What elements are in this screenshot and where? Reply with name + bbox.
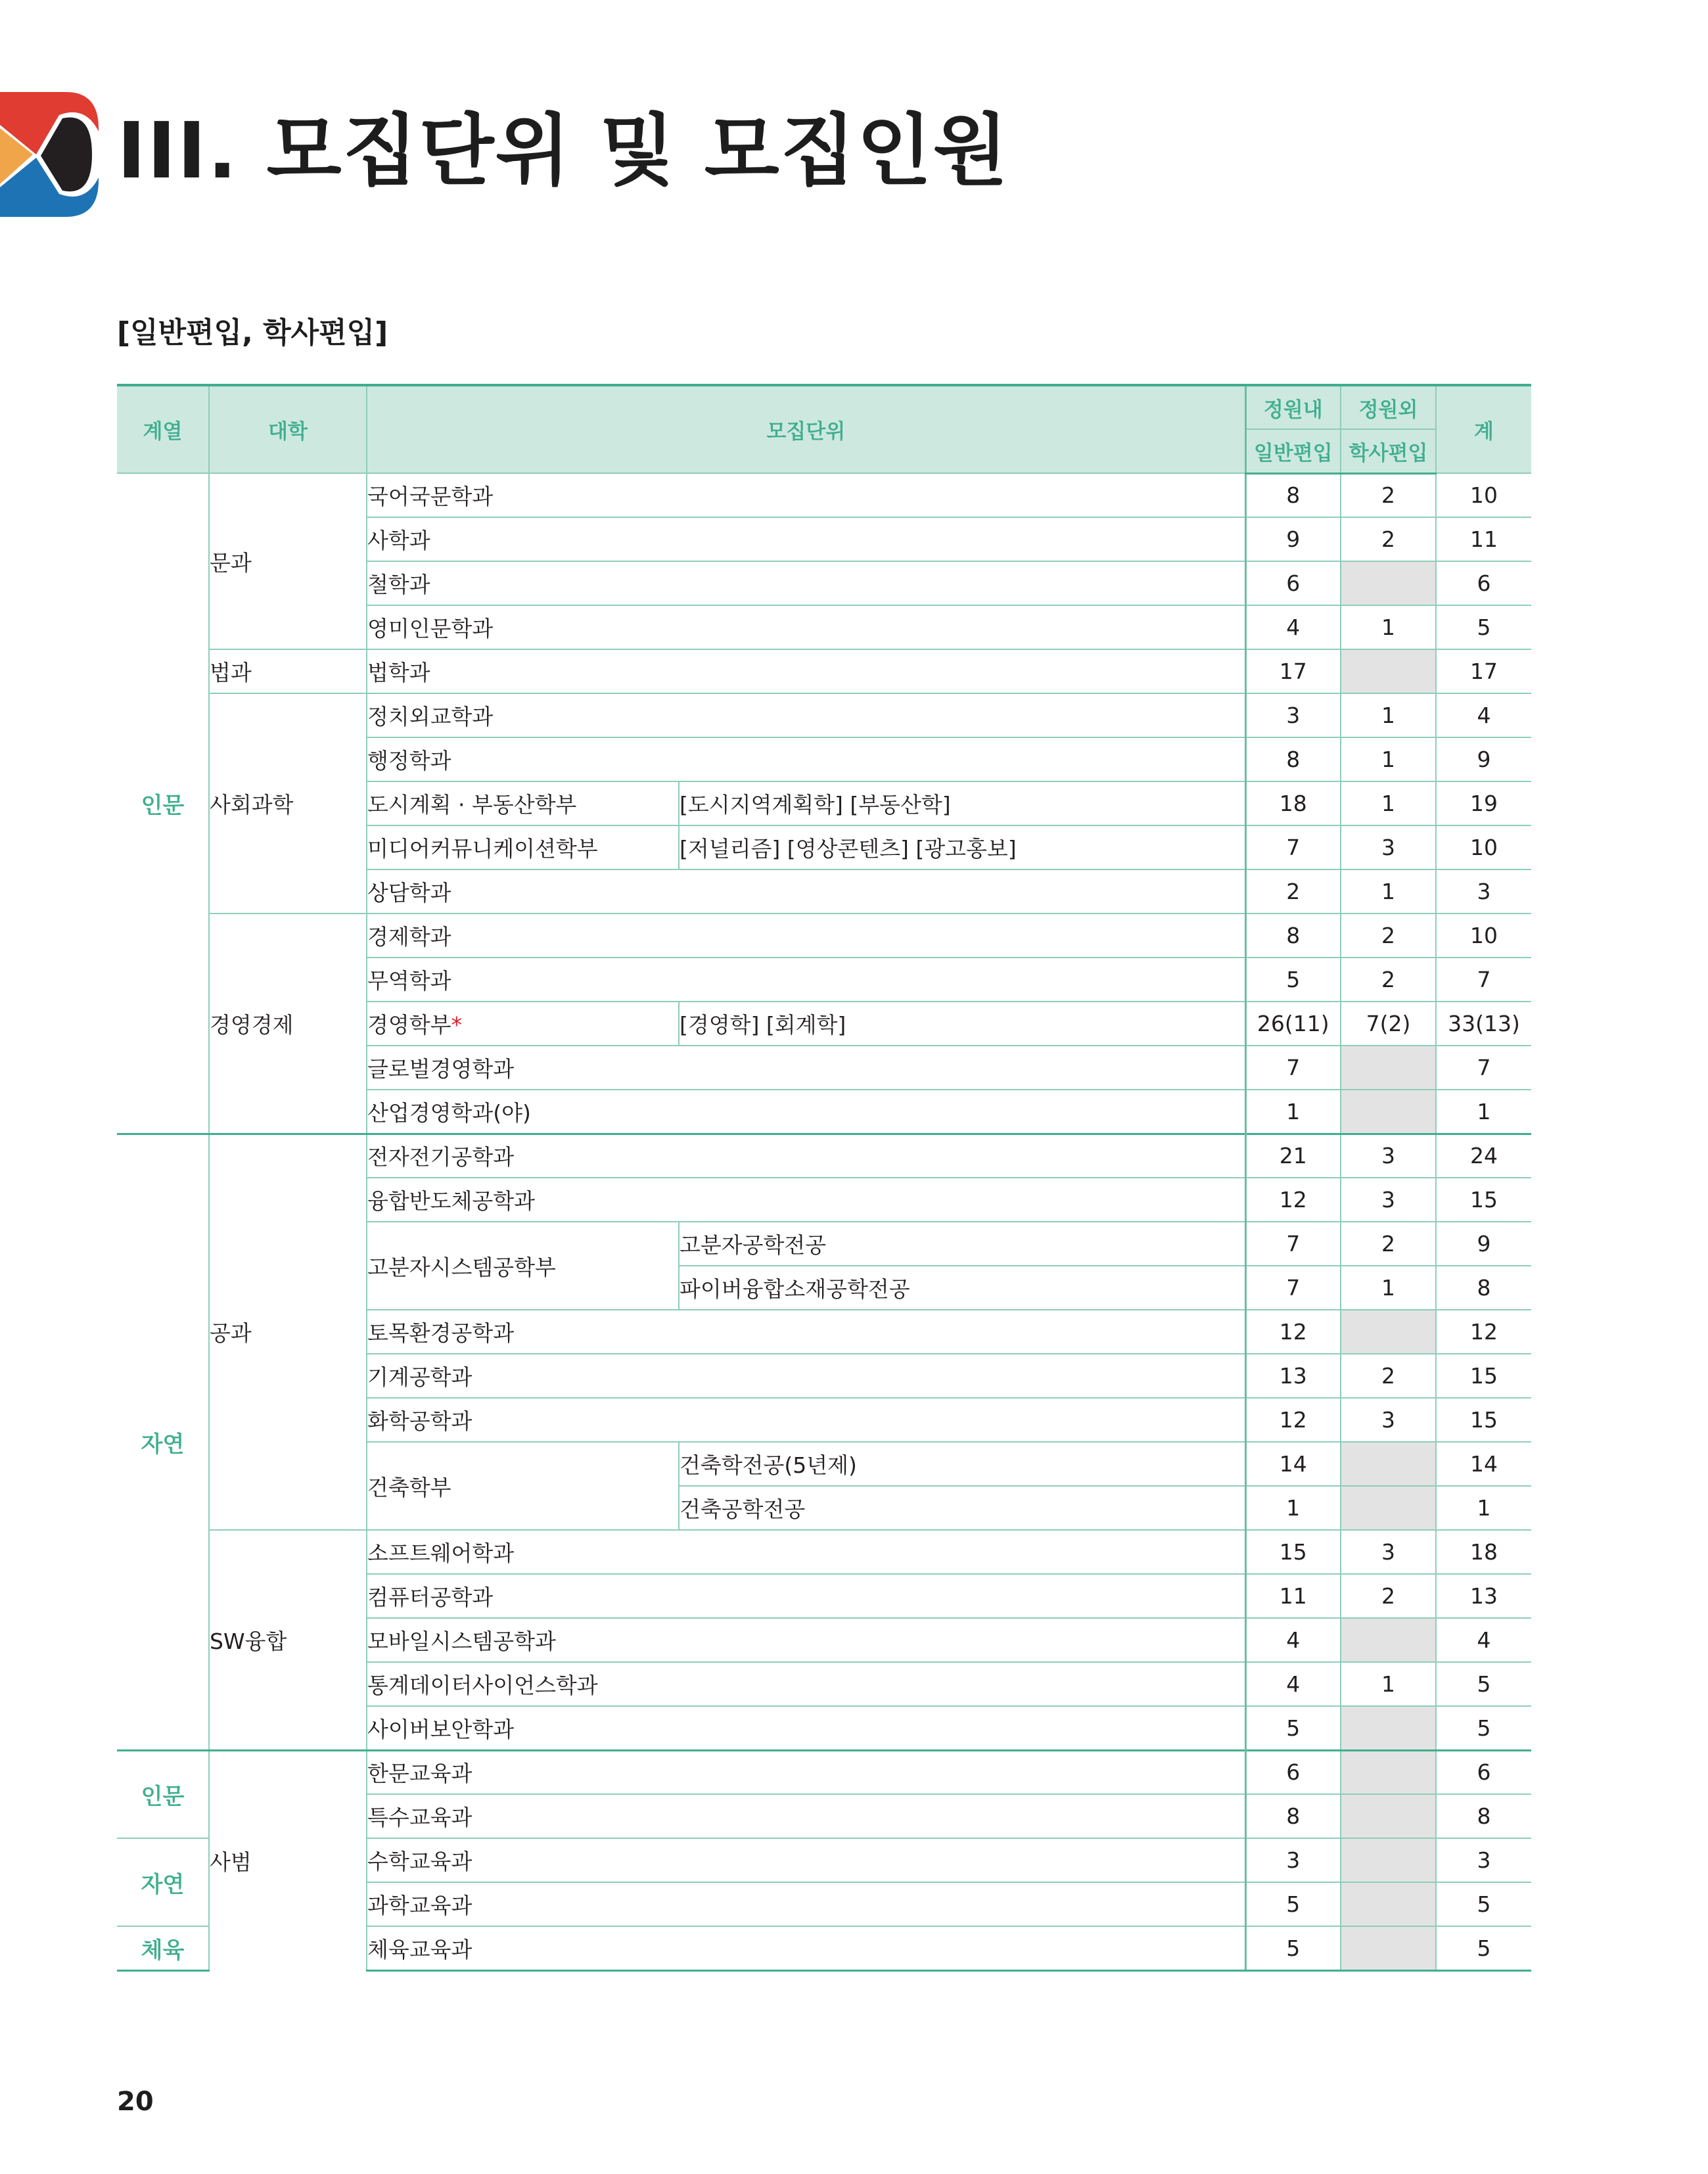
bachelor-count-empty — [1341, 1794, 1436, 1838]
header-outer-quota: 정원외 — [1341, 385, 1436, 429]
bachelor-count: 1 — [1341, 693, 1436, 737]
total-count: 11 — [1436, 517, 1531, 561]
total-count: 10 — [1436, 825, 1531, 869]
header-college: 대학 — [209, 385, 367, 473]
college-cell: 경영경제 — [209, 914, 367, 1134]
dept-cell: 철학과 — [367, 561, 1245, 605]
dept-cell: 행정학과 — [367, 737, 1245, 781]
dept-cell: 영미인문학과 — [367, 605, 1245, 649]
sub-unit-cell: 파이버융합소재공학전공 — [679, 1266, 1245, 1310]
general-count: 26(11) — [1245, 1002, 1341, 1046]
total-count: 5 — [1436, 1882, 1531, 1926]
dept-cell: 미디어커뮤니케이션학부 — [367, 825, 679, 869]
bachelor-count-empty — [1341, 561, 1436, 605]
bachelor-count: 1 — [1341, 737, 1436, 781]
dept-cell: 건축학부 — [367, 1442, 679, 1530]
dept-cell: 컴퓨터공학과 — [367, 1574, 1245, 1618]
total-count: 14 — [1436, 1442, 1531, 1486]
total-count: 24 — [1436, 1134, 1531, 1178]
dept-cell: 수학교육과 — [367, 1838, 1245, 1882]
general-count: 3 — [1245, 693, 1341, 737]
general-count: 8 — [1245, 914, 1341, 958]
total-count: 15 — [1436, 1178, 1531, 1222]
table-row — [117, 1134, 1531, 1178]
general-count: 21 — [1245, 1134, 1341, 1178]
sub-unit-cell: 고분자공학전공 — [679, 1222, 1245, 1266]
header-inner-quota: 정원내 — [1245, 385, 1341, 429]
general-count: 8 — [1245, 473, 1341, 517]
general-count: 14 — [1245, 1442, 1341, 1486]
page-title: III. 모집단위 및 모집인원 — [117, 105, 1009, 196]
section-subtitle: [일반편입, 학사편입] — [117, 316, 388, 350]
total-count: 3 — [1436, 1838, 1531, 1882]
sub-unit-cell: [경영학] [회계학] — [679, 1002, 1245, 1046]
total-count: 9 — [1436, 1222, 1531, 1266]
bachelor-count: 3 — [1341, 1178, 1436, 1222]
bachelor-count: 3 — [1341, 1134, 1436, 1178]
total-count: 17 — [1436, 649, 1531, 693]
table-row — [117, 1530, 1531, 1574]
general-count: 6 — [1245, 1750, 1341, 1794]
bachelor-count-empty — [1341, 1706, 1436, 1750]
general-count: 5 — [1245, 958, 1341, 1002]
page-number: 20 — [117, 2087, 154, 2117]
general-count: 2 — [1245, 869, 1341, 914]
total-count: 6 — [1436, 561, 1531, 605]
college-cell: 사범 — [209, 1750, 367, 1970]
sub-unit-cell: 건축공학전공 — [679, 1486, 1245, 1530]
dept-cell — [367, 1002, 679, 1046]
bachelor-count: 1 — [1341, 869, 1436, 914]
total-count: 5 — [1436, 1926, 1531, 1970]
general-count: 12 — [1245, 1178, 1341, 1222]
series-cell: 인문 — [117, 473, 209, 1134]
sub-unit-cell: [저널리즘] [영상콘텐츠] [광고홍보] — [679, 825, 1245, 869]
total-count: 33(13) — [1436, 1002, 1531, 1046]
dept-cell: 소프트웨어학과 — [367, 1530, 1245, 1574]
general-count: 12 — [1245, 1398, 1341, 1442]
bachelor-count: 3 — [1341, 825, 1436, 869]
total-count: 3 — [1436, 869, 1531, 914]
total-count: 5 — [1436, 605, 1531, 649]
bachelor-count-empty — [1341, 1882, 1436, 1926]
general-count: 7 — [1245, 825, 1341, 869]
college-cell: SW융합 — [209, 1530, 367, 1750]
dept-cell: 체육교육과 — [367, 1926, 1245, 1970]
bachelor-count-empty — [1341, 1618, 1436, 1662]
bachelor-count-empty — [1341, 1046, 1436, 1090]
table-row — [117, 649, 1531, 693]
general-count: 1 — [1245, 1486, 1341, 1530]
bachelor-count-empty — [1341, 1926, 1436, 1970]
note-asterisk: * — [451, 1012, 463, 1038]
general-count: 1 — [1245, 1090, 1341, 1134]
sub-unit-cell: [도시지역계획학] [부동산학] — [679, 781, 1245, 825]
header-general-transfer: 일반편입 — [1245, 429, 1341, 473]
general-count: 7 — [1245, 1222, 1341, 1266]
college-cell: 공과 — [209, 1134, 367, 1530]
total-count: 8 — [1436, 1794, 1531, 1838]
general-count: 5 — [1245, 1926, 1341, 1970]
bachelor-count: 1 — [1341, 1662, 1436, 1706]
series-cell: 체육 — [117, 1926, 209, 1970]
bachelor-count-empty — [1341, 1838, 1436, 1882]
total-count: 13 — [1436, 1574, 1531, 1618]
dept-cell: 국어국문학과 — [367, 473, 1245, 517]
general-count: 8 — [1245, 1794, 1341, 1838]
general-count: 7 — [1245, 1266, 1341, 1310]
dept-cell: 글로벌경영학과 — [367, 1046, 1245, 1090]
bachelor-count: 2 — [1341, 517, 1436, 561]
bachelor-count: 2 — [1341, 1574, 1436, 1618]
bachelor-count: 1 — [1341, 605, 1436, 649]
total-count: 8 — [1436, 1266, 1531, 1310]
dept-cell: 무역학과 — [367, 958, 1245, 1002]
total-count: 7 — [1436, 1046, 1531, 1090]
total-count: 4 — [1436, 1618, 1531, 1662]
sub-unit-cell: 건축학전공(5년제) — [679, 1442, 1245, 1486]
header-bachelor-transfer: 학사편입 — [1341, 429, 1436, 473]
bachelor-count-empty — [1341, 1442, 1436, 1486]
total-count: 18 — [1436, 1530, 1531, 1574]
total-count: 15 — [1436, 1354, 1531, 1398]
university-logo — [0, 92, 99, 217]
dept-cell: 통계데이터사이언스학과 — [367, 1662, 1245, 1706]
table-row — [117, 693, 1531, 737]
bachelor-count-empty — [1341, 1310, 1436, 1354]
bachelor-count-empty — [1341, 1486, 1436, 1530]
dept-cell: 고분자시스템공학부 — [367, 1222, 679, 1310]
total-count: 1 — [1436, 1486, 1531, 1530]
general-count: 15 — [1245, 1530, 1341, 1574]
dept-cell: 과학교육과 — [367, 1882, 1245, 1926]
general-count: 18 — [1245, 781, 1341, 825]
general-count: 7 — [1245, 1046, 1341, 1090]
total-count: 15 — [1436, 1398, 1531, 1442]
dept-cell: 정치외교학과 — [367, 693, 1245, 737]
dept-cell: 토목환경공학과 — [367, 1310, 1245, 1354]
total-count: 7 — [1436, 958, 1531, 1002]
general-count: 4 — [1245, 1618, 1341, 1662]
dept-cell: 모바일시스템공학과 — [367, 1618, 1245, 1662]
total-count: 1 — [1436, 1090, 1531, 1134]
total-count: 10 — [1436, 473, 1531, 517]
bachelor-count: 2 — [1341, 914, 1436, 958]
total-count: 5 — [1436, 1662, 1531, 1706]
dept-cell: 산업경영학과(야) — [367, 1090, 1245, 1134]
general-count: 3 — [1245, 1838, 1341, 1882]
table-row — [117, 473, 1531, 517]
general-count: 5 — [1245, 1882, 1341, 1926]
total-count: 5 — [1436, 1706, 1531, 1750]
admission-quota-table — [117, 384, 1531, 1972]
general-count: 11 — [1245, 1574, 1341, 1618]
general-count: 4 — [1245, 1662, 1341, 1706]
general-count: 12 — [1245, 1310, 1341, 1354]
bachelor-count: 3 — [1341, 1530, 1436, 1574]
general-count: 4 — [1245, 605, 1341, 649]
bachelor-count: 2 — [1341, 1354, 1436, 1398]
dept-cell: 융합반도체공학과 — [367, 1178, 1245, 1222]
dept-cell: 상담학과 — [367, 869, 1245, 914]
total-count: 12 — [1436, 1310, 1531, 1354]
college-cell: 문과 — [209, 473, 367, 649]
dept-cell: 화학공학과 — [367, 1398, 1245, 1442]
college-cell: 법과 — [209, 649, 367, 693]
dept-cell: 도시계획 · 부동산학부 — [367, 781, 679, 825]
dept-cell: 한문교육과 — [367, 1750, 1245, 1794]
bachelor-count: 3 — [1341, 1398, 1436, 1442]
table-row — [117, 1750, 1531, 1794]
total-count: 9 — [1436, 737, 1531, 781]
dept-cell: 사이버보안학과 — [367, 1706, 1245, 1750]
total-count: 6 — [1436, 1750, 1531, 1794]
general-count: 17 — [1245, 649, 1341, 693]
dept-cell: 기계공학과 — [367, 1354, 1245, 1398]
header-unit: 모집단위 — [367, 385, 1245, 473]
total-count: 4 — [1436, 693, 1531, 737]
dept-name: 경영학부 — [367, 1012, 451, 1038]
bachelor-count-empty — [1341, 1090, 1436, 1134]
series-cell: 인문 — [117, 1750, 209, 1838]
bachelor-count-empty — [1341, 649, 1436, 693]
series-cell: 자연 — [117, 1838, 209, 1926]
bachelor-count: 7(2) — [1341, 1002, 1436, 1046]
dept-cell: 경제학과 — [367, 914, 1245, 958]
total-count: 10 — [1436, 914, 1531, 958]
bachelor-count: 1 — [1341, 1266, 1436, 1310]
dept-cell: 사학과 — [367, 517, 1245, 561]
general-count: 8 — [1245, 737, 1341, 781]
dept-cell: 법학과 — [367, 649, 1245, 693]
bachelor-count: 1 — [1341, 781, 1436, 825]
header-series: 계열 — [117, 385, 209, 473]
bachelor-count: 2 — [1341, 1222, 1436, 1266]
header-total: 계 — [1436, 385, 1531, 473]
table-row — [117, 914, 1531, 958]
bachelor-count-empty — [1341, 1750, 1436, 1794]
total-count: 19 — [1436, 781, 1531, 825]
general-count: 9 — [1245, 517, 1341, 561]
college-cell: 사회과학 — [209, 693, 367, 914]
dept-cell: 전자전기공학과 — [367, 1134, 1245, 1178]
general-count: 13 — [1245, 1354, 1341, 1398]
dept-cell: 특수교육과 — [367, 1794, 1245, 1838]
general-count: 5 — [1245, 1706, 1341, 1750]
bachelor-count: 2 — [1341, 958, 1436, 1002]
general-count: 6 — [1245, 561, 1341, 605]
series-cell: 자연 — [117, 1134, 209, 1750]
bachelor-count: 2 — [1341, 473, 1436, 517]
